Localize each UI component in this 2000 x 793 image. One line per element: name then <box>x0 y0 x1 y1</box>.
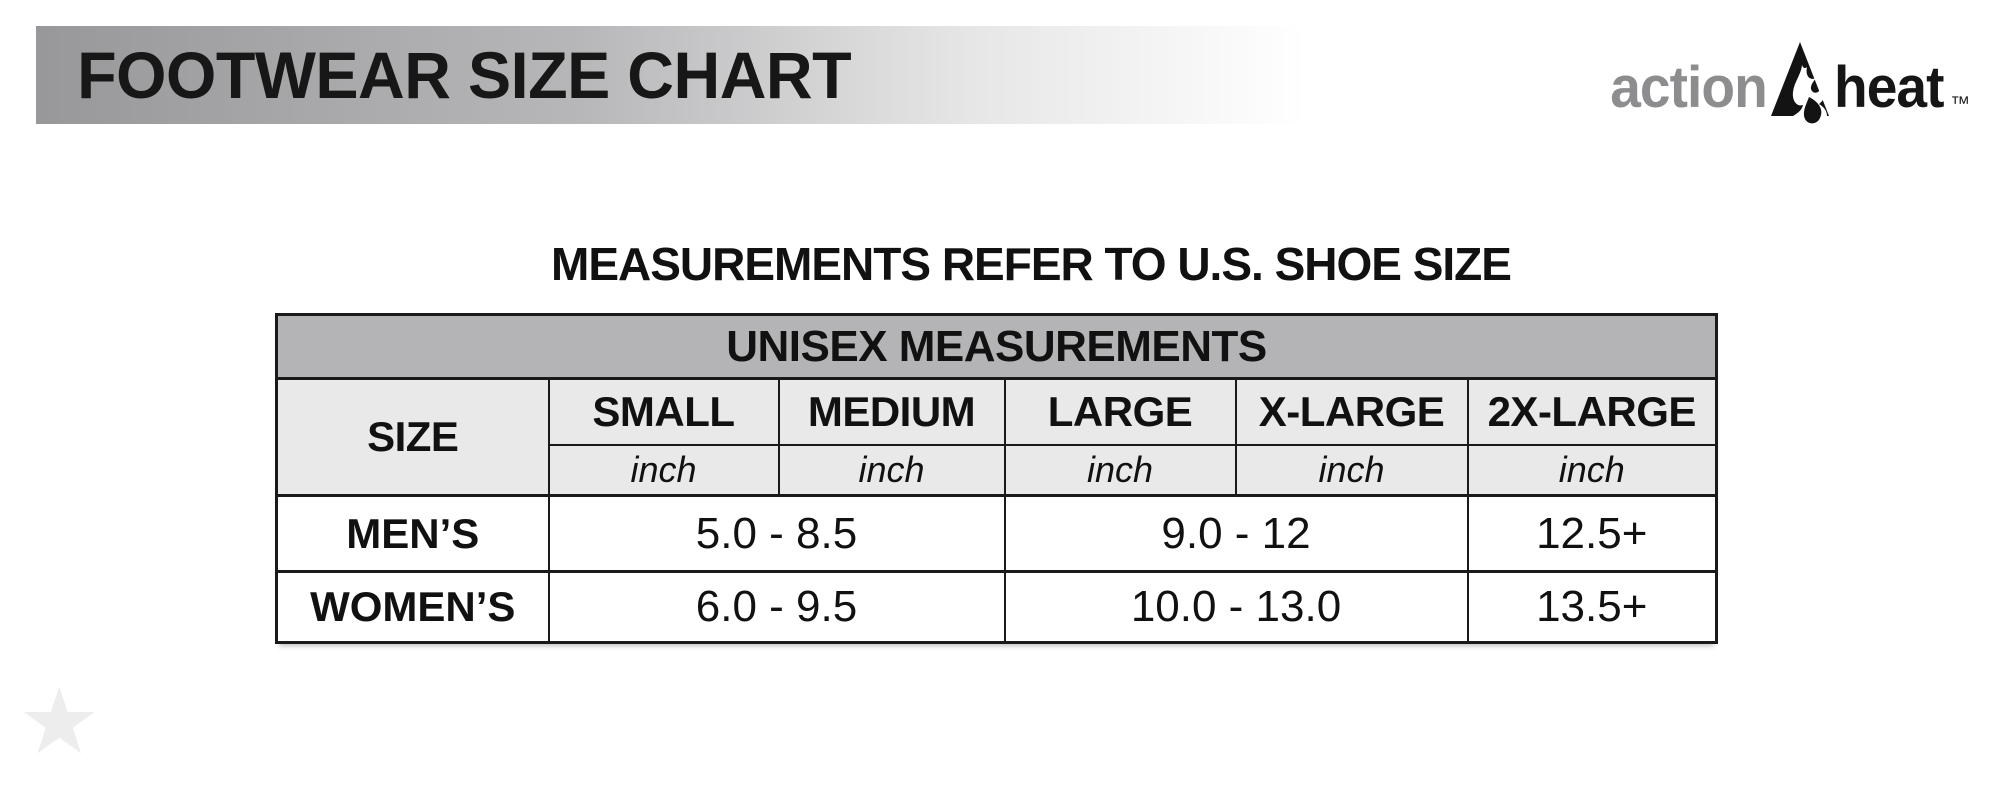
brand-logo <box>1602 34 1970 120</box>
size-chart-table <box>275 313 1718 644</box>
table-row-mens <box>277 496 1717 572</box>
col-header-xlarge: X-LARGE <box>1236 379 1468 445</box>
unit-cell: inch <box>1236 445 1468 496</box>
womens-small-medium-value: 6.0 - 9.5 <box>549 572 1005 643</box>
womens-2xlarge-value: 13.5+ <box>1468 572 1717 643</box>
star-watermark-icon: ★ <box>18 668 101 775</box>
flame-triangle-icon <box>1767 41 1834 120</box>
table-title-row <box>277 315 1717 379</box>
logo-word-heat: heat <box>1833 55 1944 120</box>
unit-cell: inch <box>1468 445 1717 496</box>
logo-word-action: action <box>1610 55 1767 120</box>
mens-small-medium-value: 5.0 - 8.5 <box>549 496 1005 572</box>
size-chart <box>275 313 1718 644</box>
womens-large-xlarge-value: 10.0 - 13.0 <box>1005 572 1468 643</box>
unit-cell: inch <box>549 445 779 496</box>
col-header-small: SMALL <box>549 379 779 445</box>
unit-cell: inch <box>1005 445 1236 496</box>
trademark-symbol: ™ <box>1950 93 1971 115</box>
row-label-womens: WOMEN’S <box>277 572 549 643</box>
table-row-womens <box>277 572 1717 643</box>
measurements-subtitle: MEASUREMENTS REFER TO U.S. SHOE SIZE <box>551 238 1511 290</box>
mens-large-xlarge-value: 9.0 - 12 <box>1005 496 1468 572</box>
mens-2xlarge-value: 12.5+ <box>1468 496 1717 572</box>
page-title: FOOTWEAR SIZE CHART <box>77 38 852 112</box>
header-bar <box>36 26 1332 124</box>
size-header-cell: SIZE <box>277 379 549 496</box>
col-header-medium: MEDIUM <box>779 379 1005 445</box>
row-label-mens: MEN’S <box>277 496 549 572</box>
col-header-large: LARGE <box>1005 379 1236 445</box>
table-title: UNISEX MEASUREMENTS <box>277 315 1717 379</box>
column-header-row <box>277 379 1717 445</box>
unit-cell: inch <box>779 445 1005 496</box>
col-header-2xlarge: 2X-LARGE <box>1468 379 1717 445</box>
